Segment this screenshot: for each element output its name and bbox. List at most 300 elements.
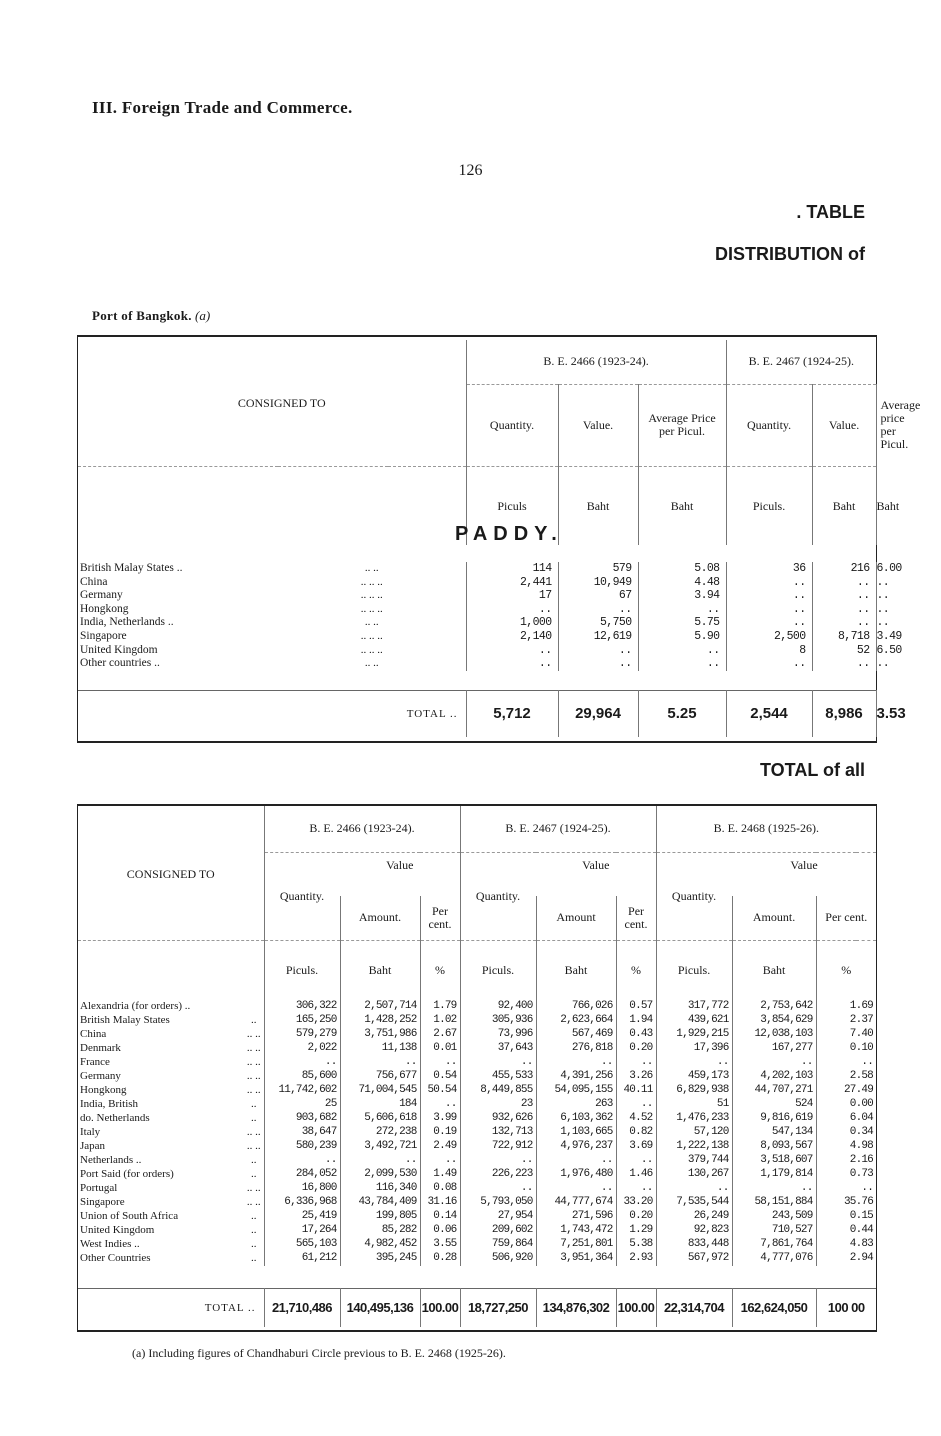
row-value: ..	[812, 603, 876, 617]
table1-unit-4: Piculs.	[726, 467, 812, 545]
row-value: 3.26	[616, 1070, 656, 1084]
row-value: 567,469	[536, 1028, 616, 1042]
row-value: 12,619	[558, 630, 638, 644]
row-country: Hongkong	[80, 602, 129, 615]
row-country: Italy	[80, 1126, 101, 1139]
row-value: 0.20	[616, 1042, 656, 1056]
table2-total-3: 100.00	[420, 1289, 460, 1327]
table-row: United Kingdom .. .. .. .. .. .. 8 52 6.50	[80, 643, 902, 657]
row-value: 0.82	[616, 1126, 656, 1140]
row-value: 0.14	[420, 1210, 460, 1224]
row-value: 10,949	[558, 576, 638, 590]
row-leaders: ..	[251, 1224, 257, 1237]
row-leaders: .. ..	[246, 1126, 261, 1139]
row-value: 167,277	[732, 1042, 816, 1056]
row-value: 317,772	[656, 1000, 732, 1014]
row-value: 61,212	[264, 1252, 340, 1266]
row-value: 565,103	[264, 1238, 340, 1252]
row-value: 0.20	[616, 1210, 656, 1224]
row-value: 0.44	[816, 1224, 876, 1238]
table-row	[78, 1000, 876, 1014]
row-value: 4.52	[616, 1112, 656, 1126]
table2-total-5: 134,876,302	[536, 1289, 616, 1327]
row-value: 165,250	[264, 1014, 340, 1028]
row-value: 833,448	[656, 1238, 732, 1252]
row-value: ..	[616, 1154, 656, 1168]
row-value: 305,936	[460, 1014, 536, 1028]
row-value: 8	[726, 644, 812, 658]
row-value: 2.16	[816, 1154, 876, 1168]
row-country: Portugal	[80, 1182, 118, 1195]
row-value: 3.94	[638, 589, 726, 603]
row-value: 1,222,138	[656, 1140, 732, 1154]
table2-consigned-header: CONSIGNED TO	[126, 867, 215, 881]
table-row	[78, 1210, 876, 1224]
row-value: 0.10	[816, 1042, 876, 1056]
row-value: ..	[616, 1056, 656, 1070]
row-value: 1,929,215	[656, 1028, 732, 1042]
row-leaders: .. ..	[246, 1140, 261, 1153]
row-value: 25,419	[264, 1210, 340, 1224]
row-country: Germany	[80, 1070, 121, 1083]
row-country: Singapore	[80, 1196, 125, 1209]
table1-total-value-2: 8,986	[812, 691, 876, 737]
row-value: 0.73	[816, 1168, 876, 1182]
row-value: 2,022	[264, 1042, 340, 1056]
row-value: ..	[812, 576, 876, 590]
row-leaders: .. ..	[364, 616, 379, 629]
row-value: 26,249	[656, 1210, 732, 1224]
row-value: 306,322	[264, 1000, 340, 1014]
row-value: 4,982,452	[340, 1238, 420, 1252]
row-value: ..	[340, 1154, 420, 1168]
row-value: 2.67	[420, 1028, 460, 1042]
table-row	[78, 1056, 876, 1070]
row-leaders: ..	[251, 1168, 257, 1181]
row-country: Denmark	[80, 1042, 121, 1055]
row-value: ..	[536, 1056, 616, 1070]
row-value: 67	[558, 589, 638, 603]
table-row	[78, 1070, 876, 1084]
row-value: 7,535,544	[656, 1196, 732, 1210]
row-value: 6.04	[816, 1112, 876, 1126]
table-row	[78, 1112, 876, 1126]
table1-unit-1: Piculs	[466, 467, 558, 545]
row-value: 1.02	[420, 1014, 460, 1028]
row-value: 1,103,665	[536, 1126, 616, 1140]
table1-col-avgprice-1: Average Price per Picul.	[638, 384, 726, 466]
row-value: 40.11	[616, 1084, 656, 1098]
all-exports-total-row	[78, 1288, 876, 1327]
table2-value-1: Value	[386, 857, 414, 872]
table2-percent-3: Per cent.	[816, 896, 876, 940]
table-row: Other countries .. .. .. .. .. .. .. .. ..	[80, 657, 890, 671]
table2-total-4: 18,727,250	[460, 1289, 536, 1327]
row-value: 54,095,155	[536, 1084, 616, 1098]
row-value: 0.57	[616, 1000, 656, 1014]
row-value: ..	[616, 1182, 656, 1196]
row-value: 226,223	[460, 1168, 536, 1182]
row-value: 52	[812, 644, 876, 658]
row-country: United Kingdom	[80, 1224, 155, 1237]
table1-total-quantity-1: 5,712	[466, 691, 558, 737]
row-value: 3,751,986	[340, 1028, 420, 1042]
row-value: 5,793,050	[460, 1196, 536, 1210]
row-value: 6,829,938	[656, 1084, 732, 1098]
row-value: 25	[264, 1098, 340, 1112]
table-row	[78, 1014, 876, 1028]
row-value: 7,251,801	[536, 1238, 616, 1252]
row-leaders: .. ..	[246, 1056, 261, 1069]
table1-consigned-header: CONSIGNED TO	[237, 395, 326, 410]
row-value: 5.90	[638, 630, 726, 644]
port-note: (a)	[195, 308, 211, 323]
row-leaders	[244, 1000, 264, 1014]
table1-period-2: B. E. 2467 (1924-25).	[726, 340, 876, 384]
row-value: 2,623,664	[536, 1014, 616, 1028]
row-value: 580,239	[264, 1140, 340, 1154]
row-value: 0.15	[816, 1210, 876, 1224]
row-value: 263	[536, 1098, 616, 1112]
row-value: 35.76	[816, 1196, 876, 1210]
row-country: do. Netherlands	[80, 1112, 150, 1125]
row-value: 6,336,968	[264, 1196, 340, 1210]
footnote: (a) Including figures of Chandhaburi Circle previous to B. E. 2468 (1925-26).	[132, 1346, 506, 1360]
row-value: 2,753,642	[732, 1000, 816, 1014]
row-value: 11,742,602	[264, 1084, 340, 1098]
row-value: ..	[726, 576, 812, 590]
row-country: United Kingdom	[80, 643, 158, 656]
row-leaders: .. ..	[246, 1070, 261, 1083]
row-value: 9,816,619	[732, 1112, 816, 1126]
row-value: 3.55	[420, 1238, 460, 1252]
row-leaders: ..	[251, 1210, 257, 1223]
row-value: 199,805	[340, 1210, 420, 1224]
row-value: ..	[264, 1056, 340, 1070]
row-value: 1,476,233	[656, 1112, 732, 1126]
row-value: 130,267	[656, 1168, 732, 1182]
table2-quantity-1: Quantity.	[264, 852, 340, 940]
row-value: 3,492,721	[340, 1140, 420, 1154]
row-value: 17,396	[656, 1042, 732, 1056]
row-value: ..	[726, 657, 812, 671]
row-value: 8,093,567	[732, 1140, 816, 1154]
row-value: 116,340	[340, 1182, 420, 1196]
row-value: 0.54	[420, 1070, 460, 1084]
row-leaders: .. ..	[246, 1042, 261, 1055]
row-value: 36	[726, 562, 812, 576]
row-value: 1,179,814	[732, 1168, 816, 1182]
row-value: 5,750	[558, 616, 638, 630]
row-value: 1.79	[420, 1000, 460, 1014]
table2-unit-3: %	[420, 940, 460, 1000]
row-value: ..	[340, 1056, 420, 1070]
all-exports-rows	[78, 1000, 876, 1266]
table2-quantity-2: Quantity.	[460, 852, 536, 940]
table-row: British Malay States .. .. .. 114 579 5.08 36 216 6.00	[80, 562, 902, 575]
row-value: 27.49	[816, 1084, 876, 1098]
table-row: India, Netherlands .. .. .. 1,000 5,750 5.75 .. .. ..	[80, 616, 890, 630]
row-value: ..	[656, 1182, 732, 1196]
port-label	[92, 308, 210, 324]
row-leaders: .. .. ..	[360, 643, 383, 656]
row-value: 11,138	[340, 1042, 420, 1056]
row-value: 567,972	[656, 1252, 732, 1266]
row-value: 33.20	[616, 1196, 656, 1210]
table-row	[78, 1084, 876, 1098]
commodity-label: PADDY.	[455, 523, 563, 545]
table2-percent-2: Per cent.	[616, 896, 656, 940]
table2-period-3: B. E. 2468 (1925-26).	[656, 806, 876, 852]
row-value: 0.43	[616, 1028, 656, 1042]
row-value: 3,951,364	[536, 1252, 616, 1266]
table1-col-quantity-2: Quantity.	[726, 384, 812, 466]
table2-amount-1: Amount.	[340, 896, 420, 940]
row-value: 184	[340, 1098, 420, 1112]
port-name: Port of Bangkok.	[92, 308, 192, 323]
table2-total-9: 100 00	[816, 1289, 876, 1327]
row-value: ..	[558, 644, 638, 658]
row-value: 271,596	[536, 1210, 616, 1224]
row-value: 2,140	[466, 630, 558, 644]
row-value: 395,245	[340, 1252, 420, 1266]
row-value: ..	[460, 1056, 536, 1070]
table2-period-2: B. E. 2467 (1924-25).	[460, 806, 656, 852]
row-value: 17,264	[264, 1224, 340, 1238]
row-value: 579	[558, 562, 638, 576]
row-value: ..	[816, 1056, 876, 1070]
row-value: 4,976,237	[536, 1140, 616, 1154]
row-leaders: .. ..	[246, 1182, 261, 1195]
row-value: 3,518,607	[732, 1154, 816, 1168]
paddy-total-row: TOTAL .. 5,712 29,964 5.25 2,544 8,986 3.53	[78, 690, 876, 737]
row-value: 2.49	[420, 1140, 460, 1154]
row-value: 92,400	[460, 1000, 536, 1014]
row-country: Hongkong	[80, 1084, 127, 1097]
row-value: 0.08	[420, 1182, 460, 1196]
table-row: Germany .. .. .. 17 67 3.94 .. .. ..	[80, 589, 890, 603]
table2-total-2: 140,495,136	[340, 1289, 420, 1327]
table1-unit-5: Baht	[812, 467, 876, 545]
table2-unit-8: Baht	[732, 940, 816, 1000]
table2-unit-1: Piculs.	[264, 940, 340, 1000]
row-value: 1.29	[616, 1224, 656, 1238]
row-value: 17	[466, 589, 558, 603]
row-country: India, Netherlands ..	[80, 616, 174, 629]
row-leaders: .. ..	[364, 562, 379, 574]
row-value: 58,151,884	[732, 1196, 816, 1210]
row-value: 1.94	[616, 1014, 656, 1028]
row-value: 3.69	[616, 1140, 656, 1154]
row-value: 23	[460, 1098, 536, 1112]
row-leaders: ..	[251, 1112, 257, 1125]
row-value: 4.48	[638, 576, 726, 590]
row-value: 284,052	[264, 1168, 340, 1182]
row-value: 85,282	[340, 1224, 420, 1238]
table2-total-7: 22,314,704	[656, 1289, 732, 1327]
row-value: 1,976,480	[536, 1168, 616, 1182]
row-value: ..	[726, 616, 812, 630]
table2-percent-1: Per cent.	[420, 896, 460, 940]
table-row	[78, 1098, 876, 1112]
row-leaders: ..	[251, 1014, 257, 1027]
table-row	[78, 1168, 876, 1182]
row-value: ..	[466, 657, 558, 671]
row-value: 1,428,252	[340, 1014, 420, 1028]
row-value: 4.83	[816, 1238, 876, 1252]
row-value: 766,026	[536, 1000, 616, 1014]
table2-value-2: Value	[582, 857, 610, 872]
row-country: India, British	[80, 1098, 139, 1111]
table1-total-quantity-2: 2,544	[726, 691, 812, 737]
table2-total-8: 162,624,050	[732, 1289, 816, 1327]
row-country: Japan	[80, 1140, 106, 1153]
row-value: 8,449,855	[460, 1084, 536, 1098]
row-value: 31.16	[420, 1196, 460, 1210]
table1-col-quantity-1: Quantity.	[466, 384, 558, 466]
row-value: 1.69	[816, 1000, 876, 1014]
row-value: 3.99	[420, 1112, 460, 1126]
row-value: 2.94	[816, 1252, 876, 1266]
row-value: 5.08	[638, 562, 726, 576]
row-value: 379,744	[656, 1154, 732, 1168]
row-country: Union of South Africa	[80, 1210, 179, 1223]
row-value: 4,202,103	[732, 1070, 816, 1084]
row-value: 5.75	[638, 616, 726, 630]
table2-unit-5: Baht	[536, 940, 616, 1000]
row-value: 73,996	[460, 1028, 536, 1042]
row-value: ..	[616, 1098, 656, 1112]
table-row	[78, 1042, 876, 1056]
row-value: ..	[638, 603, 726, 617]
row-value: 722,912	[460, 1140, 536, 1154]
row-value: ..	[812, 589, 876, 603]
row-value: ..	[460, 1154, 536, 1168]
table-row	[78, 1238, 876, 1252]
row-value: 506,920	[460, 1252, 536, 1266]
row-value: ..	[420, 1154, 460, 1168]
row-value: ..	[726, 589, 812, 603]
row-value: 0.19	[420, 1126, 460, 1140]
table-row	[78, 1154, 876, 1168]
table1-total-label: TOTAL ..	[406, 707, 458, 720]
row-value: 16,800	[264, 1182, 340, 1196]
table1-unit-2: Baht	[558, 467, 638, 545]
row-value: ..	[726, 603, 812, 617]
row-leaders: ..	[251, 1252, 257, 1265]
row-value: 547,134	[732, 1126, 816, 1140]
row-value: ..	[816, 1182, 876, 1196]
table-row	[78, 1224, 876, 1238]
row-value: 132,713	[460, 1126, 536, 1140]
row-value: 51	[656, 1098, 732, 1112]
row-value: ..	[732, 1182, 816, 1196]
row-value: 579,279	[264, 1028, 340, 1042]
row-value: 903,682	[264, 1112, 340, 1126]
row-value: 524	[732, 1098, 816, 1112]
row-leaders: .. .. ..	[360, 602, 383, 615]
row-value: 2,500	[726, 630, 812, 644]
row-country: West Indies ..	[80, 1238, 140, 1251]
row-value: 37,643	[460, 1042, 536, 1056]
row-country: Singapore	[80, 629, 127, 642]
row-value: 12,038,103	[732, 1028, 816, 1042]
table2-value-3: Value	[790, 857, 818, 872]
row-country: Other Countries	[80, 1252, 151, 1265]
table-row	[78, 1182, 876, 1196]
paddy-table: CONSIGNED TO B. E. 2466 (1923-24). B. E. 2467 (1924-25). Quantity. Value. Average Price per Picul. Quantity. Value. Average price per Picul.	[78, 340, 876, 466]
table1-col-value-2: Value.	[812, 384, 876, 466]
row-value: ..	[732, 1056, 816, 1070]
table1-total-avg-1: 5.25	[638, 691, 726, 737]
row-value: 1.49	[420, 1168, 460, 1182]
row-country: British Malay States	[80, 1014, 170, 1027]
row-country: France	[80, 1056, 110, 1069]
row-leaders: .. .. ..	[360, 575, 383, 588]
row-value: 6,103,362	[536, 1112, 616, 1126]
row-value: 44,707,271	[732, 1084, 816, 1098]
row-value: 243,509	[732, 1210, 816, 1224]
row-value: 50.54	[420, 1084, 460, 1098]
row-value: 455,533	[460, 1070, 536, 1084]
table1-total-value-1: 29,964	[558, 691, 638, 737]
row-leaders: .. .. ..	[360, 589, 383, 602]
table2-unit-2: Baht	[340, 940, 420, 1000]
row-value: 216	[812, 562, 876, 576]
table-row	[78, 1028, 876, 1042]
row-leaders: .. ..	[246, 1028, 261, 1041]
row-value: ..	[420, 1056, 460, 1070]
row-value: 4,391,256	[536, 1070, 616, 1084]
row-value: 0.06	[420, 1224, 460, 1238]
row-value: 276,818	[536, 1042, 616, 1056]
row-value: 114	[466, 562, 558, 576]
row-leaders: ..	[251, 1154, 257, 1167]
row-value: 1.46	[616, 1168, 656, 1182]
table2-unit-7: Piculs.	[656, 940, 732, 1000]
table2-amount-3: Amount.	[732, 896, 816, 940]
row-value: 759,864	[460, 1238, 536, 1252]
row-value: 71,004,545	[340, 1084, 420, 1098]
row-value: 272,238	[340, 1126, 420, 1140]
row-value: 0.28	[420, 1252, 460, 1266]
table-heading: . TABLE	[796, 202, 865, 222]
table-row: China .. .. .. 2,441 10,949 4.48 .. .. ..	[80, 575, 890, 589]
table2-unit-6: %	[616, 940, 656, 1000]
row-value: 4,777,076	[732, 1252, 816, 1266]
table2-period-1: B. E. 2466 (1923-24).	[264, 806, 460, 852]
row-country: Alexandria (for orders) ..	[80, 1000, 191, 1013]
row-value: 2.37	[816, 1014, 876, 1028]
row-value: ..	[264, 1154, 340, 1168]
row-value: 2,441	[466, 576, 558, 590]
row-value: 3,854,629	[732, 1014, 816, 1028]
row-value: 92,823	[656, 1224, 732, 1238]
row-value: 1,743,472	[536, 1224, 616, 1238]
row-country: China	[80, 1028, 107, 1041]
row-value: ..	[656, 1056, 732, 1070]
row-leaders: ..	[251, 1098, 257, 1111]
row-country: British Malay States ..	[80, 562, 183, 574]
row-country: Other countries ..	[80, 657, 160, 670]
table-row	[78, 1140, 876, 1154]
row-value: 0.00	[816, 1098, 876, 1112]
row-value: 459,173	[656, 1070, 732, 1084]
row-value: 8,718	[812, 630, 876, 644]
row-leaders: .. ..	[246, 1196, 261, 1209]
row-value: 2.58	[816, 1070, 876, 1084]
row-leaders: .. ..	[364, 657, 379, 670]
